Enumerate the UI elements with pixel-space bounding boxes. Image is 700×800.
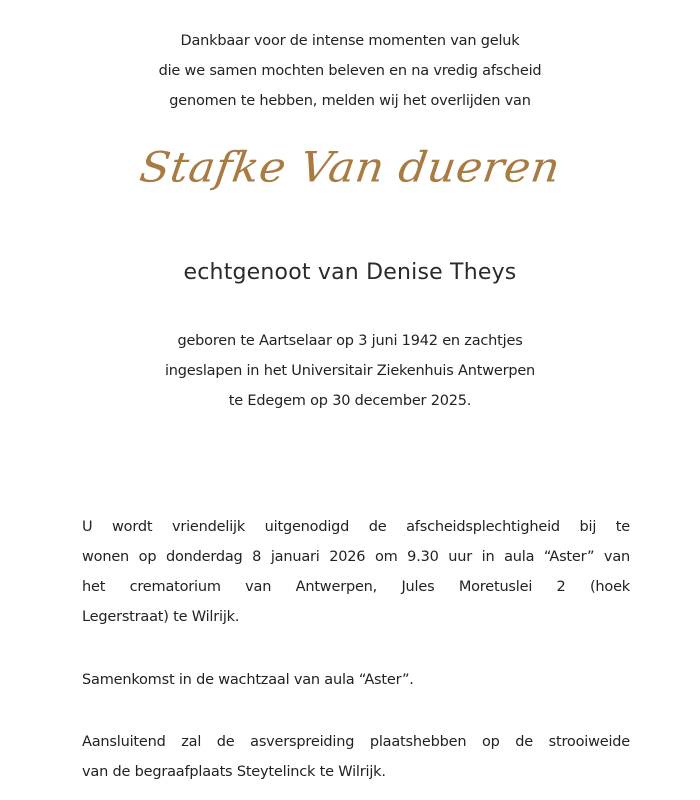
scattering-line-2: van de begraafplaats Steytelinck te Wilrijk. [82, 764, 386, 780]
deceased-name-block [0, 138, 700, 198]
invitation-line-2: wonen op donderdag 8 januari 2026 om 9.30 uur in aula “Aster” van [82, 549, 630, 565]
intro-line-1: Dankbaar voor de intense momenten van geluk [180, 33, 520, 49]
invitation-line-4: Legerstraat) te Wilrijk. [82, 609, 240, 625]
invitation-line-1: U wordt vriendelijk uitgenodigd de afscheidsplechtigheid bij te [82, 519, 630, 535]
invitation-paragraph [82, 512, 630, 632]
scattering-paragraph [82, 727, 630, 787]
deceased-name: Stafke Van dueren [136, 143, 564, 192]
birth-line-1: geboren te Aartselaar op 3 juni 1942 en zachtjes [177, 333, 523, 349]
intro-line-3: genomen te hebben, melden wij het overlijden van [169, 93, 531, 109]
intro-line-2: die we samen mochten beleven en na vredig afscheid [158, 63, 542, 79]
scattering-line-1: Aansluitend zal de asverspreiding plaatshebben op de strooiweide [82, 734, 630, 750]
birth-line-3: te Edegem op 30 december 2025. [228, 393, 472, 409]
gathering-paragraph: Samenkomst in de wachtzaal van aula “Aster”. [82, 672, 414, 688]
intro-text [0, 26, 700, 116]
birth-death-text [0, 326, 700, 416]
birth-line-2: ingeslapen in het Universitair Ziekenhuis Antwerpen [164, 363, 536, 379]
spouse-line: echtgenoot van Denise Theys [183, 260, 517, 285]
invitation-line-3: het crematorium van Antwerpen, Jules Moretuslei 2 (hoek [82, 579, 630, 595]
